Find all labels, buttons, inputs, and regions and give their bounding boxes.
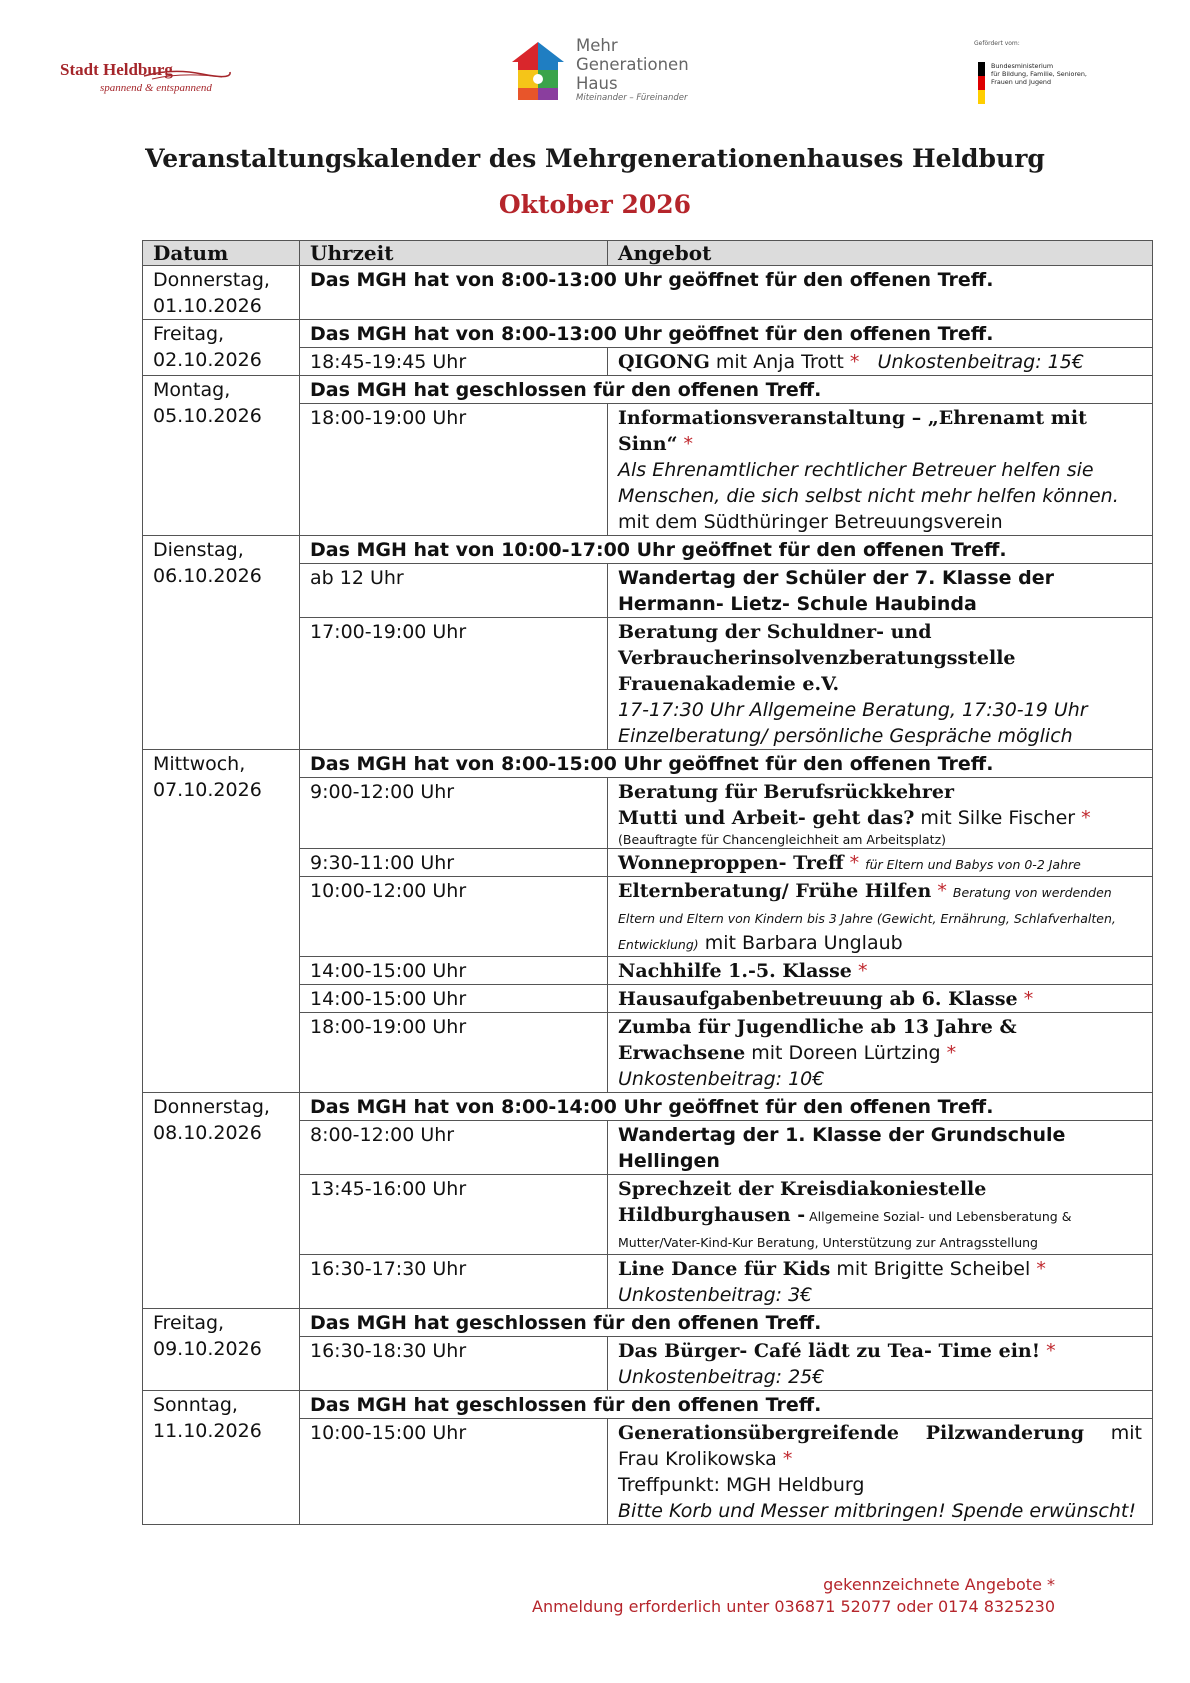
offer-cell: Wandertag der 1. Klasse der Grundschule Hellingen: [608, 1121, 1153, 1175]
offer-note: Beratung von werdenden Eltern und Eltern von Kindern bis 3 Jahre (Gewicht, Ernährung, Schlafverhalten, Entwicklung): [618, 885, 1116, 952]
mgh-logo-text: [576, 36, 689, 93]
offer-title: Elternberatung/ Frühe Hilfen: [618, 880, 932, 902]
table-row: [143, 320, 1153, 348]
offer-cell: [608, 348, 1153, 376]
offer-title: Informationsveranstaltung – „Ehrenamt mit Sinn“: [618, 407, 1087, 455]
offer-fee: Unkostenbeitrag: 10€: [618, 1068, 825, 1090]
table-row: [143, 1391, 1153, 1419]
offer-cell: [608, 849, 1153, 877]
offer-title: Wonneproppen- Treff: [618, 852, 844, 874]
weekday: Freitag,: [153, 1312, 225, 1334]
offer-host: mit Brigitte Scheibel: [830, 1258, 1031, 1280]
date: 02.10.2026: [153, 349, 262, 371]
footer-line2: Anmeldung erforderlich unter 036871 52077 oder 0174 8325230: [532, 1597, 1055, 1616]
status-cell: Das MGH hat von 10:00-17:00 Uhr geöffnet für den offenen Treff.: [300, 536, 1153, 564]
registration-star: *: [946, 1042, 957, 1064]
time-cell: 9:30-11:00 Uhr: [300, 849, 608, 877]
date: 06.10.2026: [153, 565, 262, 587]
registration-star: *: [1036, 1258, 1046, 1280]
offer-note: (Beauftragte für Chancengleichheit am Arbeitsplatz): [618, 832, 947, 847]
time-cell: 16:30-18:30 Uhr: [300, 1337, 608, 1391]
mgh-logo-sub: Miteinander – Füreinander: [576, 93, 688, 103]
date-cell: [143, 1391, 300, 1525]
offer-host: mit Barbara Unglaub: [698, 932, 903, 954]
offer-fee: Unkostenbeitrag: 3€: [618, 1284, 813, 1306]
offer-description: 17-17:30 Uhr Allgemeine Beratung, 17:30-19 Uhr Einzelberatung/ persönliche Gespräche möglich: [618, 699, 1088, 747]
status-cell: Das MGH hat von 8:00-13:00 Uhr geöffnet für den offenen Treff.: [300, 320, 1153, 348]
time-cell: 14:00-15:00 Uhr: [300, 957, 608, 985]
offer-title-word: Pilzwanderung: [925, 1422, 1084, 1444]
logo-left-tagline: spannend & entspannend: [100, 82, 212, 94]
table-row: [143, 1309, 1153, 1337]
offer-cell: Wandertag der Schüler der 7. Klasse der Hermann- Lietz- Schule Haubinda: [608, 564, 1153, 618]
weekday: Dienstag,: [153, 539, 244, 561]
weekday: Sonntag,: [153, 1394, 238, 1416]
offer-cell: [608, 985, 1153, 1013]
ministry-line3: Frauen und Jugend: [991, 78, 1052, 86]
date-cell: [143, 320, 300, 376]
mgh-logo: [508, 36, 718, 106]
registration-star: *: [937, 880, 947, 902]
offer-cell: [608, 1255, 1153, 1309]
registration-star: *: [849, 852, 860, 874]
column-header-time: Uhrzeit: [300, 241, 608, 266]
date: 07.10.2026: [153, 779, 262, 801]
registration-star: *: [857, 960, 868, 982]
logo-left-name: Stadt Heldburg: [60, 60, 173, 79]
time-cell: 14:00-15:00 Uhr: [300, 985, 608, 1013]
offer-title: Das Bürger- Café lädt zu Tea- Time ein!: [618, 1340, 1041, 1362]
offer-cell: [608, 1013, 1153, 1093]
time-cell: 8:00-12:00 Uhr: [300, 1121, 608, 1175]
offer-subtitle: Mutti und Arbeit- geht das?: [618, 807, 915, 829]
time-cell: 18:00-19:00 Uhr: [300, 1013, 608, 1093]
event-calendar-table: [142, 240, 1153, 1525]
date: 09.10.2026: [153, 1338, 262, 1360]
time-cell: 18:00-19:00 Uhr: [300, 404, 608, 536]
offer-title: Beratung für Berufsrückkehrer: [618, 781, 954, 803]
offer-title: QIGONG: [618, 351, 710, 373]
mgh-logo-line3: Haus: [576, 74, 618, 93]
date-cell: [143, 266, 300, 320]
offer-title: Beratung der Schuldner- und Verbraucherinsolvenzberatungsstelle Frauenakademie e.V.: [618, 621, 1016, 695]
page-subtitle: Oktober 2026: [498, 190, 692, 219]
time-cell: ab 12 Uhr: [300, 564, 608, 618]
status-cell: Das MGH hat geschlossen für den offenen Treff.: [300, 1309, 1153, 1337]
date: 01.10.2026: [153, 295, 262, 317]
time-cell: 17:00-19:00 Uhr: [300, 618, 608, 750]
table-header-row: [143, 241, 1153, 266]
table-row: [143, 536, 1153, 564]
registration-star: *: [1023, 988, 1034, 1010]
offer-cell: [608, 877, 1153, 957]
weekday: Donnerstag,: [153, 269, 270, 291]
date: 11.10.2026: [153, 1420, 262, 1442]
offer-note: Bitte Korb und Messer mitbringen! Spende erwünscht!: [618, 1500, 1136, 1522]
offer-host: mit Silke Fischer: [914, 807, 1076, 829]
registration-star: *: [849, 351, 860, 373]
offer-cell: [608, 778, 1153, 849]
date-cell: [143, 750, 300, 1093]
offer-title: Hausaufgabenbetreuung ab 6. Klasse: [618, 988, 1018, 1010]
date: 05.10.2026: [153, 405, 262, 427]
ministry-line2: für Bildung, Familie, Senioren,: [991, 70, 1087, 78]
status-cell: Das MGH hat geschlossen für den offenen Treff.: [300, 376, 1153, 404]
time-cell: 16:30-17:30 Uhr: [300, 1255, 608, 1309]
offer-meeting-point: Treffpunkt: MGH Heldburg: [618, 1474, 865, 1496]
time-cell: 18:45-19:45 Uhr: [300, 348, 608, 376]
offer-title: Line Dance für Kids: [618, 1258, 831, 1280]
time-cell: 10:00-12:00 Uhr: [300, 877, 608, 957]
funded-by-label: Gefördert vom:: [974, 40, 1020, 47]
offer-note: für Eltern und Babys von 0-2 Jahre: [865, 857, 1081, 872]
mgh-logo-line1: Mehr: [576, 36, 618, 55]
date: 08.10.2026: [153, 1122, 262, 1144]
table-row: [143, 750, 1153, 778]
offer-note: Allgemeine Sozial- und Lebensberatung & Mutter/Vater-Kind-Kur Beratung, Unterstützung zur Antragsstellung: [618, 1209, 1072, 1250]
page-title: Veranstaltungskalender des Mehrgenerationenhauses Heldburg: [145, 144, 1045, 173]
offer-host: mit dem Südthüringer Betreuungsverein: [618, 511, 1003, 533]
status-cell: Das MGH hat geschlossen für den offenen Treff.: [300, 1391, 1153, 1419]
offer-cell: [608, 1419, 1153, 1525]
weekday: Donnerstag,: [153, 1096, 270, 1118]
stadt-heldburg-logo: [60, 60, 230, 110]
offer-cell: [608, 618, 1153, 750]
german-flag-icon: [978, 62, 985, 104]
table-row: [143, 1093, 1153, 1121]
offer-title: Nachhilfe 1.-5. Klasse: [618, 960, 852, 982]
registration-star: *: [1046, 1340, 1056, 1362]
offer-fee: Unkostenbeitrag: 25€: [618, 1366, 825, 1388]
footer-note: [532, 1574, 1055, 1618]
puzzle-house-icon: [508, 40, 568, 102]
weekday: Montag,: [153, 379, 231, 401]
registration-star: *: [1081, 807, 1091, 829]
date-cell: [143, 376, 300, 536]
offer-cell: [608, 404, 1153, 536]
offer-cell: [608, 1175, 1153, 1255]
ministry-logo: [974, 40, 1104, 112]
offer-title-word: mit: [1110, 1422, 1142, 1444]
time-cell: 10:00-15:00 Uhr: [300, 1419, 608, 1525]
offer-title-word: Generationsübergreifende: [618, 1422, 899, 1444]
registration-star: *: [782, 1448, 793, 1470]
time-cell: 9:00-12:00 Uhr: [300, 778, 608, 849]
offer-cell: [608, 1337, 1153, 1391]
table-row: [143, 266, 1153, 320]
offer-host: mit Doreen Lürtzing: [745, 1042, 941, 1064]
column-header-offer: Angebot: [608, 241, 1153, 266]
status-cell: Das MGH hat von 8:00-14:00 Uhr geöffnet für den offenen Treff.: [300, 1093, 1153, 1121]
offer-fee: Unkostenbeitrag: 15€: [877, 351, 1084, 373]
offer-description: Als Ehrenamtlicher rechtlicher Betreuer helfen sie Menschen, die sich selbst nicht mehr helfen können.: [618, 459, 1119, 507]
offer-title: Zumba für Jugendliche ab 13 Jahre & Erwachsene: [618, 1016, 1017, 1064]
date-cell: [143, 1093, 300, 1309]
weekday: Mittwoch,: [153, 753, 246, 775]
offer-host: Frau Krolikowska: [618, 1448, 777, 1470]
ministry-name: [991, 62, 1087, 86]
offer-title: Sprechzeit der Kreisdiakoniestelle Hildburghausen -: [618, 1178, 987, 1226]
table-row: [143, 376, 1153, 404]
ministry-line1: Bundesministerium: [991, 62, 1054, 70]
time-cell: 13:45-16:00 Uhr: [300, 1175, 608, 1255]
swoosh-icon: [142, 66, 232, 82]
status-cell: Das MGH hat von 8:00-15:00 Uhr geöffnet für den offenen Treff.: [300, 750, 1153, 778]
offer-host: mit Anja Trott: [709, 351, 844, 373]
weekday: Freitag,: [153, 323, 225, 345]
footer-line1: gekennzeichnete Angebote *: [823, 1575, 1055, 1594]
date-cell: [143, 536, 300, 750]
status-cell: Das MGH hat von 8:00-13:00 Uhr geöffnet für den offenen Treff.: [300, 266, 1153, 320]
column-header-date: Datum: [143, 241, 300, 266]
registration-star: *: [683, 433, 694, 455]
date-cell: [143, 1309, 300, 1391]
mgh-logo-line2: Generationen: [576, 55, 689, 74]
offer-cell: [608, 957, 1153, 985]
